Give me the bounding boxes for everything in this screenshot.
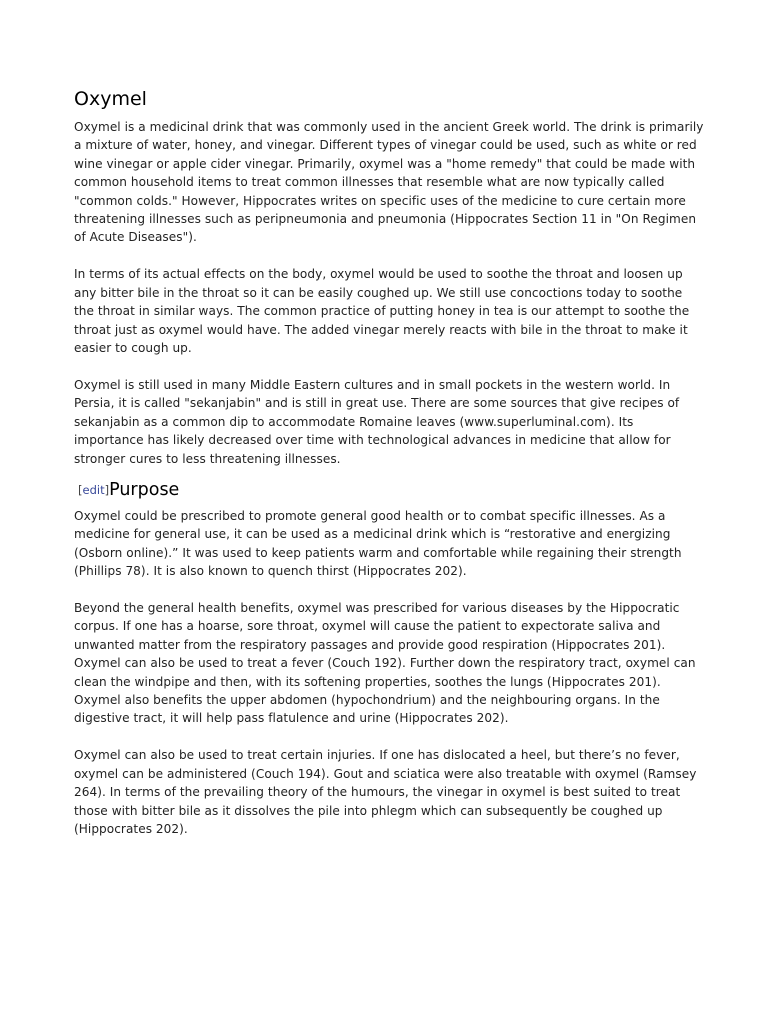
section-paragraph: Oxymel can also be used to treat certain injuries. If one has dislocated a heel, but there’s no fever, oxymel can be administered (Couch 194). Gout and sciatica were also treatable with oxymel (Ramsey 264). In terms of the prevailing theory of the humours, the vinegar in oxymel is best suited to treat those with bitter bile as it dissolves the pile into phlegm which can subsequently be coughed up (Hippocrates 202). — [74, 748, 697, 836]
article — [74, 86, 704, 857]
edit-bracket-open: [ — [78, 482, 83, 497]
intro-paragraph: Oxymel is still used in many Middle Eastern cultures and in small pockets in the western world. In Persia, it is called "sekanjabin" and is still in great use. There are some sources that give recipes of sekanjabin as a common dip to accommodate Romaine leaves (www.superluminal.com). Its importance has likely decreased over time with technological advances in medicine that allow for stronger cures to less threatening illnesses. — [74, 378, 680, 466]
section-paragraph: Beyond the general health benefits, oxymel was prescribed for various diseases by the Hippocratic corpus. If one has a hoarse, sore throat, oxymel will cause the patient to expectorate saliva and unwanted matter from the respiratory passages and provide good respiration (Hippocrates 201). Oxymel can also be used to treat a fever (Couch 192). Further down the respiratory tract, oxymel can clean the windpipe and then, with its softening properties, soothes the lungs (Hippocrates 201). Oxymel also benefits the upper abdomen (hypochondrium) and the neighbouring organs. In the digestive tract, it will help pass flatulence and urine (Hippocrates 202). — [74, 600, 696, 726]
section-title: Purpose — [109, 479, 180, 500]
section-paragraph: Oxymel could be prescribed to promote general good health or to combat specific illnesses. As a medicine for general use, it can be used as a medicinal drink which is “restorative and energizing (Osborn online).” It was used to keep patients warm and comfortable while regaining their strength (Phillips 78). It is also known to quench thirst (Hippocrates 202). — [74, 508, 682, 578]
edit-bracket-close: ] — [104, 482, 110, 497]
intro-paragraph: In terms of its actual effects on the body, oxymel would be used to soothe the throat and loosen up any bitter bile in the throat so it can be easily coughed up. We still use concoctions today to soothe the throat in similar ways. The common practice of putting honey in tea is our attempt to soothe the throat just as oxymel would have. The added vinegar merely reacts with bile in the throat to make it easier to cough up. — [74, 267, 690, 356]
edit-link-wrapper — [78, 483, 109, 497]
page-title: Oxymel — [74, 88, 147, 110]
edit-link[interactable]: edit — [82, 482, 105, 497]
section-heading — [74, 477, 704, 503]
intro-paragraph: Oxymel is a medicinal drink that was commonly used in the ancient Greek world. The drink is primarily a mixture of water, honey, and vinegar. Different types of vinegar could be used, such as white or red wine vinegar or apple cider vinegar. Primarily, oxymel was a "home remedy" that could be made with common household items to treat common illnesses that resemble what are now typically called "common colds." However, Hippocrates writes on specific uses of the medicine to cure certain more threatening illnesses such as peripneumonia and pneumonia (Hippocrates Section 11 in "On Regimen of Acute Diseases"). — [74, 120, 704, 245]
